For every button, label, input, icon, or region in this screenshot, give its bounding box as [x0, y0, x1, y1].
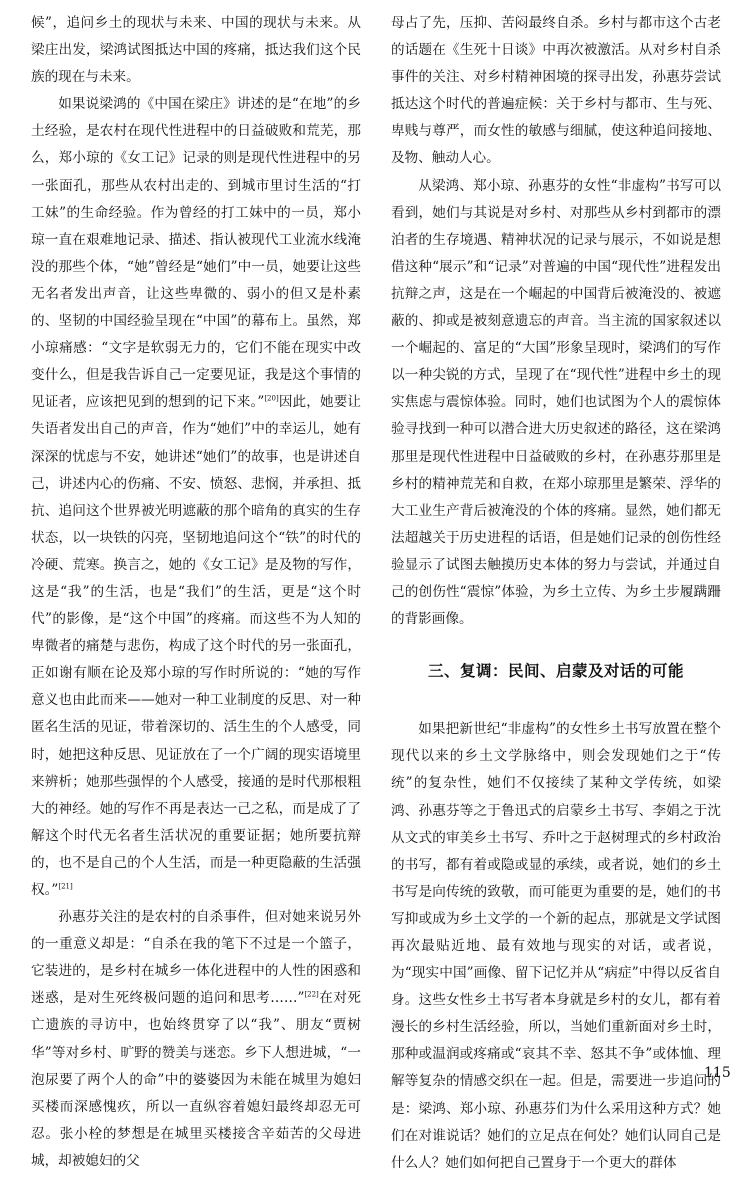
- paragraph-text: 候”，追问乡土的现状与未来、中国的现状与未来。从梁庄出发，梁鸿试图抵达中国的疼痛，抵达我们这个民族的现在与未来。: [31, 15, 361, 86]
- footnote-ref: [21]: [58, 882, 73, 891]
- paragraph-liang-zheng: [31, 91, 361, 904]
- paragraph-text: 孙惠芬关注的是农村的自杀事件，但对她来说另外的一重意义却是：“自杀在我的笔下不过是一个篮子，它装进的，是乡村在城乡一体化进程中的人性的困惑和迷惑，是对生死终极问题的追问和思考……”: [31, 909, 361, 1007]
- left-column: [31, 10, 361, 1175]
- paragraph-text: 从梁鸿、郑小琼、孙惠芬的女性“非虚构”书写可以看到，她们与其说是对乡村、对那些从乡村到都市的漂泊者的生存境遇、精神状况的记录与展示，不如说是想借这种“展示”和“记录”对普遍的中国“现代性”进程发出抗辩之声，这是在一个崛起的中国背后被淹没的、被遮蔽的、抑或是被刻意遗忘的声音。当主流的国家叙述以一个崛起的、富足的“大国”形象呈现时，梁鸿们的写作以一种尖锐的方式，呈现了在“现代性”进程中乡土的现实焦虑与震惊体验。同时，她们也试图为个人的震惊体验寻找到一种可以潜合进大历史叙述的路径，这在梁鸿那里是现代性进程中日益破败的乡村，在孙惠芬那里是乡村的精神荒芜和自救，在郑小琼那里是繁荣、浮华的大工业生产背后被淹没的个体的疼痛。显然，她们都无法超越关于历史进程的话语，但是她们记录的创伤性经验显示了试图去触摸历史本体的努力与尝试，并通过自己的创伤性“震惊”体验，为乡土立传、为乡土步履蹒跚的背影画像。: [391, 177, 721, 628]
- paragraph-text: 如果说梁鸿的《中国在梁庄》讲述的是“在地”的乡土经验，是农村在现代性进程中的日益破败和荒芜，那么，郑小琼的《女工记》记录的则是现代性进程中的另一张面孔，那些从农村出走的、到城市里讨生活的“打工妹”的生命经验。作为曾经的打工妹中的一员，郑小琼一直在艰难地记录、描述、指认被现代工业流水线淹没的那些个体，“她”曾经是“她们”中一员，她要让这些无名者发出声音，让这些卑微的、弱小的但又是朴素的、坚韧的中国经验呈现在“中国”的幕布上。虽然，郑小琼痛感：“文字是软弱无力的，它们不能在现实中改变什么，但是我告诉自己一定要见证，我是这个事情的见证者，应该把见到的想到的记下来。”: [31, 96, 361, 411]
- section-heading: 三、复调：民间、启蒙及对话的可能: [427, 662, 684, 681]
- paragraph-polyphony: [391, 716, 721, 1177]
- paragraph-text: 如果把新世纪“非虚构”的女性乡土书写放置在整个现代以来的乡土文学脉络中，则会发现她们之于“传统”的复杂性，她们不仅接续了某种文学传统，如梁鸿、孙惠芬等之于鲁迅式的启蒙乡土书写、李娟之于沈从文式的审美乡土书写、乔叶之于赵树理式的乡村政治的书写，都有着或隐或显的承续，或者说，她们的乡土书写是向传统的致敬，而可能更为重要的是，她们的书写抑或成为乡土文学的一个新的起点，那就是文学试图再次最贴近地、最有效地与现实的对话，或者说，为“现实中国”画像、留下记忆并从“病症”中得以反省自身。这些女性乡土书写者本身就是乡村的女儿，都有着漫长的乡村生活经验，所以，当她们重新面对乡土时，那种或温润或疼痛或“哀其不幸、怒其不争”或体恤、理解等复杂的情感交织在一起。但是，需要进一步追问的是：梁鸿、郑小琼、孙惠芬们为什么采用这种方式？她们在对谁说话？她们的立足点在何处？她们认同自己是什么人？她们如何把自己置身于一个更大的群体: [391, 721, 721, 1171]
- right-column: [391, 10, 721, 1177]
- paragraph-continuation: [31, 10, 361, 91]
- paragraph-text: 因此，她要让失语者发出自己的声音，作为“她们”中的幸运儿，她有深深的忧虑与不安，她讲述“她们”的故事，也是讲述自己，讲述内心的伤痛、不安、愤怒、悲悯，并承担、抵抗、追问这个世界被光明遮蔽的那个暗角的真实的生存状态，以一块铁的闪亮，坚韧地追问这个“铁”的时代的冷硬、荒寒。换言之，她的《女工记》是及物的写作，这是“我”的生活，也是“我们”的生活，更是“这个时代”的影像，是“这个中国”的疼痛。而这些不为人知的卑微者的痛楚与悲伤，构成了这个时代的另一张面孔，正如谢有顺在论及郑小琼的写作时所说的：“她的写作意义也由此而来——她对一种工业制度的反思、对一种匿名生活的见证，带着深切的、活生生的个人感受，同时，她把这种反思、见证放在了一个广阔的现实语境里来辨析；她那些强悍的个人感受，接通的是时代那根粗大的神经。她的写作不再是表达一己之私，而是成了了解这个时代无名者生活状况的重要证据；她所要抗辩的，也不是自己的个人生活，而是一种更隐蔽的生活强权。”: [31, 394, 361, 898]
- page-number: 115: [704, 1065, 731, 1081]
- paragraph-text: 在对死亡遗族的寻访中，也始终贯穿了以“我”、朋友“贾树华”等对乡村、旷野的赞美与迷恋。乡下人想进城，“一泡尿要了两个人的命”中的婆婆因为未能在城里为媳妇买楼而深感愧疚，所以一直纵容着媳妇最终却忍无可忍。张小栓的梦想是在城里买楼接含辛茹苦的父母进城，却被媳妇的父: [31, 990, 362, 1169]
- paragraph-sun-huifen: [31, 904, 361, 1175]
- paragraph-text: 母占了先，压抑、苦闷最终自杀。乡村与都市这个古老的话题在《生死十日谈》中再次被激活。从对乡村自杀事件的关注、对乡村精神困境的探寻出发，孙惠芬尝试抵达这个时代的普遍症候：关于乡村与都市、生与死、卑贱与尊严，而女性的敏感与细腻，使这种追问接地、及物、触动人心。: [391, 15, 721, 167]
- paragraph-continuation: [391, 10, 721, 173]
- paragraph-nonfiction-writing: [391, 173, 721, 634]
- footnote-ref: [22]: [304, 990, 319, 999]
- footnote-ref: [20]: [264, 394, 279, 403]
